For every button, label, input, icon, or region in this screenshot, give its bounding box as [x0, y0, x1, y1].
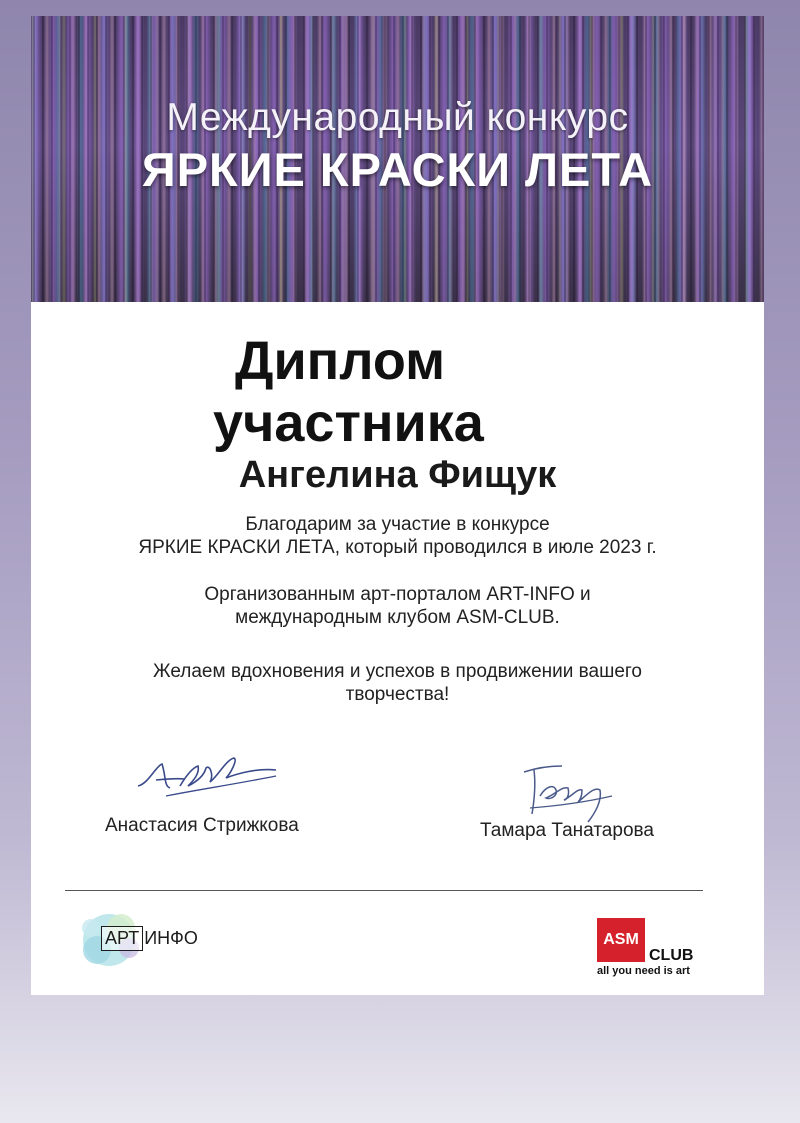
organizers-line2: международным клубом ASM-CLUB.: [235, 607, 560, 628]
header-banner: [31, 16, 764, 302]
footer-divider: [65, 890, 703, 891]
thanks-line1: Благодарим за участие в конкурсе: [245, 514, 550, 535]
diploma-sheet: [31, 16, 764, 995]
artinfo-logo: [77, 906, 217, 970]
signature-left-image: [126, 746, 286, 808]
signature-right-image: [516, 756, 626, 826]
thanks-paragraph: [31, 513, 764, 559]
asm-club-logo: [595, 918, 705, 982]
wishes-line2: творчества!: [345, 684, 450, 705]
asm-red-box: ASM: [597, 918, 645, 962]
wishes-line1: Желаем вдохновения и успехов в продвижении вашего: [153, 661, 642, 682]
banner-title: ЯРКИЕ КРАСКИ ЛЕТА: [141, 143, 654, 196]
organizers-paragraph: [31, 583, 764, 629]
signer-right-name: Тамара Танатарова: [480, 820, 654, 841]
artinfo-box-text: АРТ: [101, 926, 143, 951]
banner-subtitle: Международный конкурс: [166, 96, 629, 139]
recipient-name: Ангелина Фищук: [238, 454, 557, 496]
diploma-title-line2: участника: [213, 393, 484, 453]
artinfo-wordmark: [101, 926, 198, 951]
diploma-title: [213, 330, 484, 454]
asm-tagline: all you need is art: [597, 965, 690, 977]
organizers-line1: Организованным арт-порталом ART-INFO и: [204, 584, 591, 605]
wishes-paragraph: [31, 660, 764, 706]
signer-left-name: Анастасия Стрижкова: [105, 815, 299, 836]
artinfo-rest-text: ИНФО: [144, 928, 198, 948]
asm-club-text: CLUB: [649, 947, 694, 964]
diploma-title-line1: Диплом: [235, 331, 446, 391]
thanks-line2: ЯРКИЕ КРАСКИ ЛЕТА, который проводился в июле 2023 г.: [138, 537, 657, 558]
